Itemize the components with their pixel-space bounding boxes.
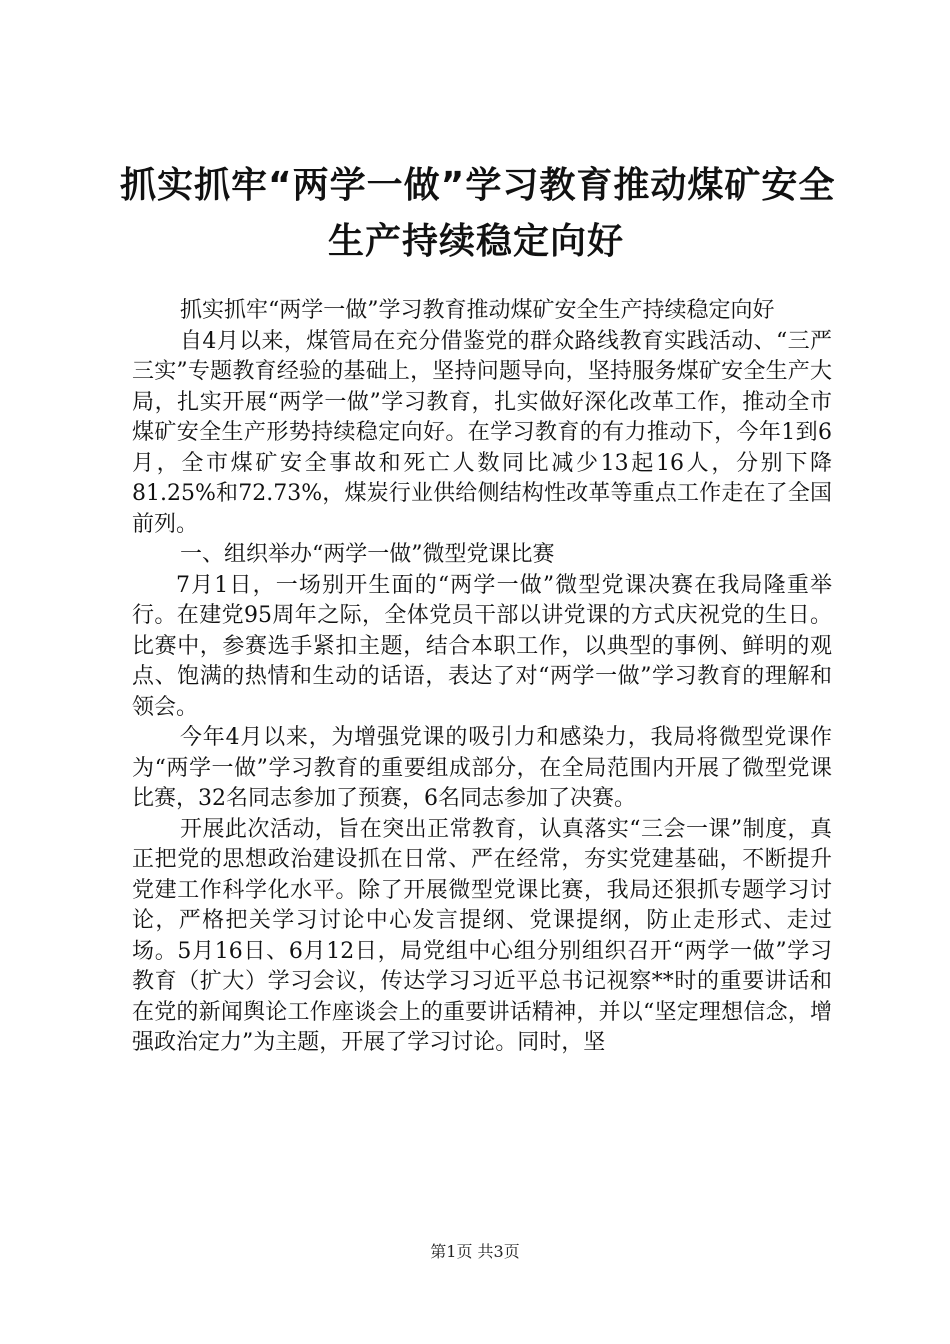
page-footer: 第1页 共3页 xyxy=(430,1242,520,1261)
title-line-2: 生产持续稳定向好 xyxy=(327,221,624,262)
section-heading: 一、组织举办“两学一做”微型党课比赛 xyxy=(180,542,555,567)
document-title xyxy=(120,158,836,270)
body-paragraph: 自4月以来，煤管局在充分借鉴党的群众路线教育实践活动、“三严三实”专题教育经验的基础上，坚持问题导向，坚持服务煤矿安全生产大局，扎实开展“两学一做”学习教育，扎实做好深化改革工作，推动全市煤矿安全生产形势持续稳定向好。在学习教育的有力推动下，今年1到6月，全市煤矿安全事故和死亡人数同比减少13起16人，分别下降81.25%和72.73%，煤炭行业供给侧结构性改革等重点工作走在了全国前列。 xyxy=(132,328,832,537)
body-paragraph: 今年4月以来，为增强党课的吸引力和感染力，我局将微型党课作为“两学一做”学习教育的重要组成部分，在全局范围内开展了微型党课比赛，32名同志参加了预赛，6名同志参加了决赛。 xyxy=(132,725,832,811)
subtitle-paragraph: 抓实抓牢“两学一做”学习教育推动煤矿安全生产持续稳定向好 xyxy=(180,298,775,323)
body-paragraph: 开展此次活动，旨在突出正常教育，认真落实“三会一课”制度，真正把党的思想政治建设抓在日常、严在经常，夯实党建基础，不断提升党建工作科学化水平。除了开展微型党课比赛，我局还狠抓专题学习讨论，严格把关学习讨论中心发言提纲、党课提纲，防止走形式、走过场。5月16日、6月12日，局党组中心组分别组织召开“两学一做”学习教育（扩大）学习会议，传达学习习近平总书记视察**时的重要讲话和在党的新闻舆论工作座谈会上的重要讲话精神，并以“坚定理想信念，增强政治定力”为主题，开展了学习讨论。同时，坚 xyxy=(132,816,832,1055)
title-line-1: 抓实抓牢“两学一做”学习教育推动煤矿安全 xyxy=(120,165,836,206)
document-body xyxy=(132,296,832,1059)
body-paragraph: 7月1日，一场别开生面的“两学一做”微型党课决赛在我局隆重举行。在建党95周年之际，全体党员干部以讲党课的方式庆祝党的生日。比赛中，参赛选手紧扣主题，结合本职工作，以典型的事例、鲜明的观点、饱满的热情和生动的话语，表达了对“两学一做”学习教育的理解和领会。 xyxy=(132,572,832,720)
